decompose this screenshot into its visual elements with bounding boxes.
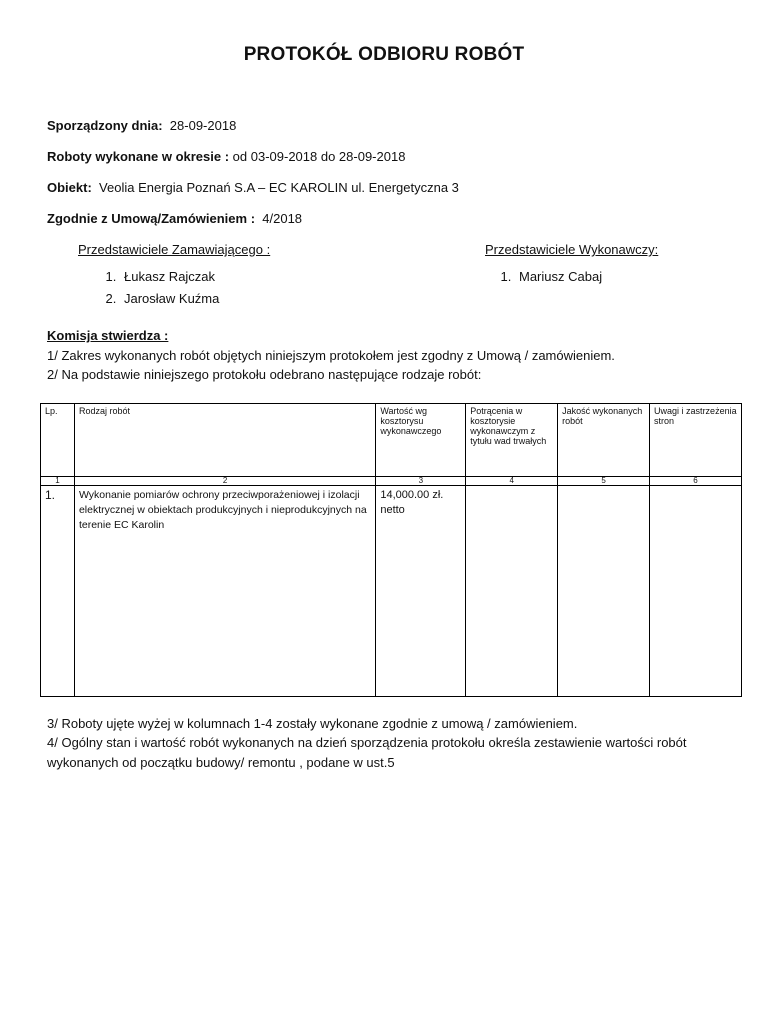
commission-heading: Komisja stwierdza :	[47, 328, 169, 343]
paragraph-1: 1/ Zakres wykonanych robót objętych niniejszym protokołem jest zgodny z Umową / zamówieniem.	[47, 348, 615, 363]
works-table	[40, 403, 742, 697]
period-label: Roboty wykonane w okresie :	[47, 149, 230, 164]
paragraph-4: 4/ Ogólny stan i wartość robót wykonanych na dzień sporządzenia protokołu określa zestawienie wartości robót wykonanych od początku budowy/ remontu , podane w ust.5	[47, 735, 687, 770]
column-number: 5	[558, 477, 650, 486]
table-header-row	[41, 404, 742, 477]
client-reps-title: Przedstawiciele Zamawiającego :	[78, 242, 271, 257]
client-representatives	[78, 242, 270, 313]
column-number: 2	[74, 477, 375, 486]
paragraph-3: 3/ Roboty ujęte wyżej w kolumnach 1-4 zostały wykonane zgodnie z umową / zamówieniem.	[47, 716, 578, 731]
date-label: Sporządzony dnia:	[47, 118, 163, 133]
table-number-row	[41, 477, 742, 486]
contract-value: 4/2018	[262, 211, 303, 226]
header-remarks: Uwagi i zastrzeżenia stron	[650, 404, 742, 477]
table-row	[41, 486, 742, 697]
column-number: 6	[650, 477, 742, 486]
date-value: 28-09-2018	[169, 118, 237, 133]
column-number: 1	[41, 477, 75, 486]
row-description: Wykonanie pomiarów ochrony przeciwporażeniowej i izolacji elektrycznej w obiektach produkcyjnych i nieprodukcyjnych na terenie EC Karolin	[74, 486, 375, 697]
document-title: PROTOKÓŁ ODBIORU ROBÓT	[243, 44, 525, 65]
header-value: Wartość wg kosztorysu wykonawczego	[376, 404, 466, 477]
list-item: 2. Jarosław Kuźma	[120, 291, 270, 306]
list-item: 1. Mariusz Cabaj	[515, 269, 658, 284]
row-value: 14,000.00 zł. netto	[376, 486, 466, 697]
row-deductions	[466, 486, 558, 697]
client-names-list	[78, 269, 270, 306]
object-label: Obiekt:	[47, 180, 92, 195]
column-number: 3	[376, 477, 466, 486]
object-value: Veolia Energia Poznań S.A – EC KAROLIN ul. Energetyczna 3	[99, 180, 459, 195]
contract-label: Zgodnie z Umową/Zamówieniem :	[47, 211, 256, 226]
contractor-representatives	[485, 242, 658, 291]
header-deductions: Potrącenia w kosztorysie wykonawczym z tytułu wad trwałych	[466, 404, 558, 477]
list-item: 1. Łukasz Rajczak	[120, 269, 270, 284]
period-value: od 03-09-2018 do 28-09-2018	[232, 149, 406, 164]
header-type: Rodzaj robót	[74, 404, 375, 477]
row-quality	[558, 486, 650, 697]
contractor-names-list	[485, 269, 658, 284]
header-quality: Jakość wykonanych robót	[558, 404, 650, 477]
row-lp: 1.	[41, 486, 75, 697]
header-lp: Lp.	[41, 404, 75, 477]
row-remarks	[650, 486, 742, 697]
object-line	[47, 180, 459, 195]
paragraph-2: 2/ Na podstawie niniejszego protokołu odebrano następujące rodzaje robót:	[47, 367, 482, 382]
contractor-reps-title: Przedstawiciele Wykonawczy:	[485, 242, 659, 257]
column-number: 4	[466, 477, 558, 486]
period-line	[47, 149, 405, 164]
date-line	[47, 118, 236, 133]
contract-line	[47, 211, 302, 226]
